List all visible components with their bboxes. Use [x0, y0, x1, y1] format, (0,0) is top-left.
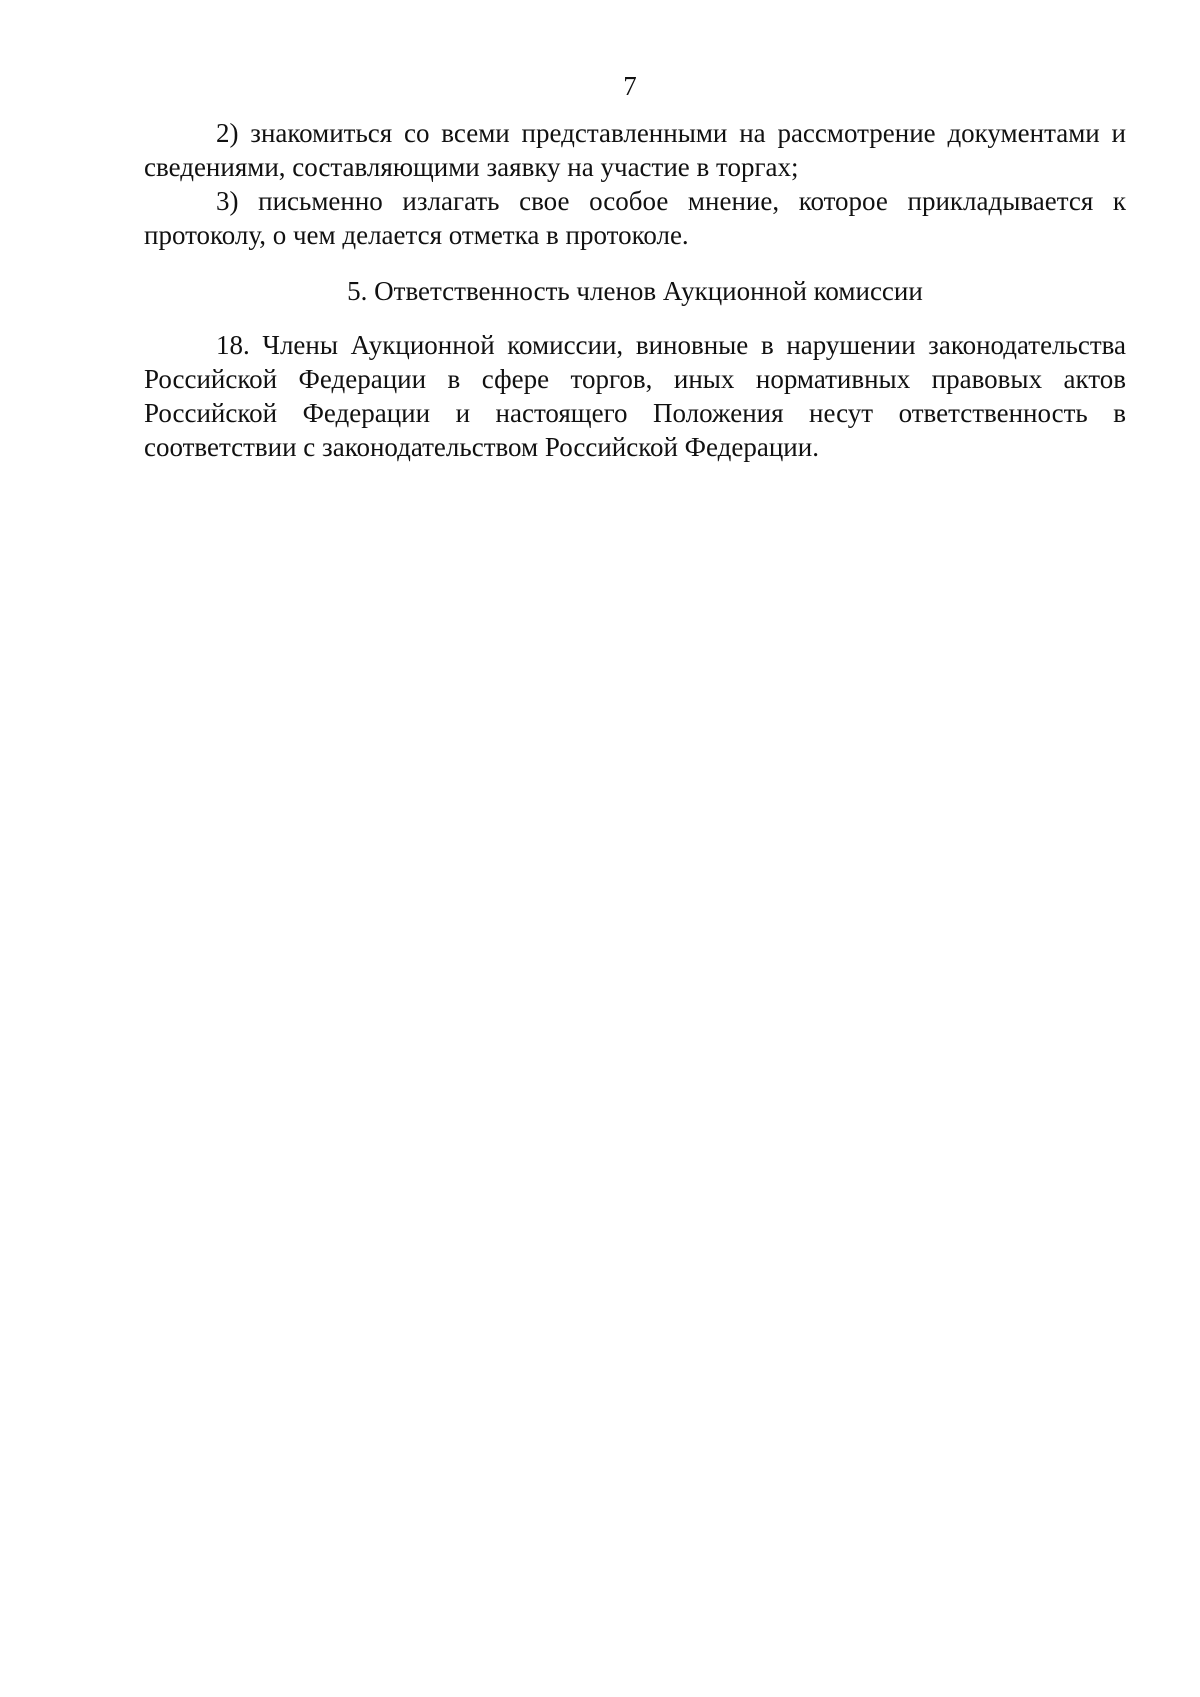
section-heading: 5. Ответственность членов Аукционной комиссии — [347, 276, 923, 306]
document-body — [144, 116, 1126, 464]
paragraph-clause-18: 18. Члены Аукционной комиссии, виновные в нарушении законодательства Российской Федерации в сфере торгов, иных нормативных правовых актов Российской Федерации и настоящего Положения несут ответственность в соответствии с законодательством Российской Федерации. — [144, 330, 1126, 462]
paragraph-item-3: 3) письменно излагать свое особое мнение, которое прикладывается к протоколу, о чем делается отметка в протоколе. — [144, 186, 1126, 250]
page-number: 7 — [623, 71, 637, 101]
paragraph-item-2: 2) знакомиться со всеми представленными на рассмотрение документами и сведениями, составляющими заявку на участие в торгах; — [144, 118, 1126, 182]
